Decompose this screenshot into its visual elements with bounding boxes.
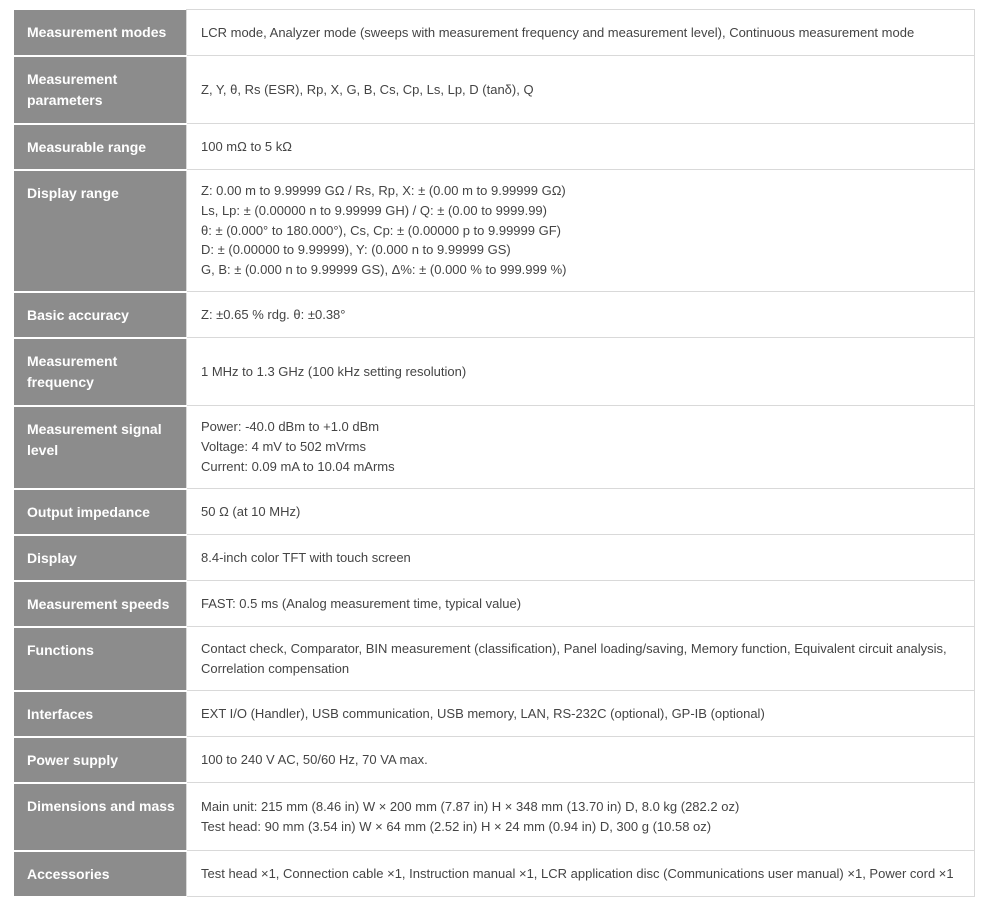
spec-label: Basic accuracy [15,292,187,338]
spec-value-line: EXT I/O (Handler), USB communication, USB memory, LAN, RS-232C (optional), GP-IB (optional) [201,705,765,721]
spec-label: Measurement modes [15,10,187,56]
spec-label: Measurement parameters [15,56,187,124]
spec-value-line: 8.4-inch color TFT with touch screen [201,549,411,565]
spec-value [187,627,975,691]
spec-row-measurable-range [15,124,975,170]
spec-label: Display range [15,170,187,292]
spec-value-line: D: ± (0.00000 to 9.99999), Y: (0.000 n to 9.99999 GS) [201,242,511,258]
spec-label: Interfaces [15,691,187,737]
spec-label: Measurement signal level [15,406,187,489]
spec-label: Power supply [15,737,187,783]
spec-row-power-supply [15,737,975,783]
spec-value-line: Z: 0.00 m to 9.99999 GΩ / Rs, Rp, X: ± (0.00 m to 9.99999 GΩ) [201,183,566,199]
spec-value-line: Contact check, Comparator, BIN measurement (classification), Panel loading/saving, Memory function, Equivalent circuit analysis, Correlation compensation [201,640,947,676]
spec-value-line: Z: ±0.65 % rdg. θ: ±0.38° [201,306,346,322]
spec-value [187,737,975,783]
spec-row-output-impedance [15,489,975,535]
spec-value [187,338,975,406]
spec-table [14,9,975,898]
spec-value [187,124,975,170]
spec-value [187,535,975,581]
spec-row-display-range [15,170,975,292]
spec-value [187,581,975,627]
spec-label: Display [15,535,187,581]
spec-row-interfaces [15,691,975,737]
spec-row-measurement-frequency [15,338,975,406]
spec-value-line: 100 mΩ to 5 kΩ [201,138,292,154]
spec-value [187,56,975,124]
spec-value-line: Power: -40.0 dBm to +1.0 dBm [201,419,380,435]
spec-label: Measurement speeds [15,581,187,627]
spec-value [187,10,975,56]
spec-value [187,170,975,292]
spec-value-line: 50 Ω (at 10 MHz) [201,503,301,519]
spec-label: Dimensions and mass [15,783,187,851]
spec-value-line: 1 MHz to 1.3 GHz (100 kHz setting resolution) [201,363,467,379]
spec-value [187,292,975,338]
spec-row-measurement-signal-level [15,406,975,489]
spec-row-measurement-modes [15,10,975,56]
spec-row-accessories [15,851,975,897]
spec-value-line: Ls, Lp: ± (0.00000 n to 9.99999 GH) / Q: ± (0.00 to 9999.99) [201,202,547,218]
spec-value-line: Z, Y, θ, Rs (ESR), Rp, X, G, B, Cs, Cp, Ls, Lp, D (tanδ), Q [201,81,534,97]
spec-value-line: G, B: ± (0.000 n to 9.99999 GS), Δ%: ± (0.000 % to 999.999 %) [201,262,567,278]
spec-row-basic-accuracy [15,292,975,338]
spec-value-line: LCR mode, Analyzer mode (sweeps with measurement frequency and measurement level), Continuous measurement mode [201,24,915,40]
spec-value-line: Test head ×1, Connection cable ×1, Instruction manual ×1, LCR application disc (Communications user manual) ×1, Power cord ×1 [201,865,954,881]
spec-value-line: Current: 0.09 mA to 10.04 mArms [201,458,395,474]
spec-label: Measurable range [15,124,187,170]
spec-value-line: Main unit: 215 mm (8.46 in) W × 200 mm (7.87 in) H × 348 mm (13.70 in) D, 8.0 kg (282.2 oz) [201,798,740,814]
spec-value-line: Test head: 90 mm (3.54 in) W × 64 mm (2.52 in) H × 24 mm (0.94 in) D, 300 g (10.58 oz) [201,818,712,834]
spec-label: Output impedance [15,489,187,535]
spec-value [187,691,975,737]
spec-label: Functions [15,627,187,691]
spec-value-line: FAST: 0.5 ms (Analog measurement time, typical value) [201,595,522,611]
spec-value-line: Voltage: 4 mV to 502 mVrms [201,439,366,455]
spec-value-line: 100 to 240 V AC, 50/60 Hz, 70 VA max. [201,751,428,767]
spec-value [187,489,975,535]
spec-row-measurement-parameters [15,56,975,124]
spec-row-dimensions-and-mass [15,783,975,851]
spec-value [187,783,975,851]
spec-row-functions [15,627,975,691]
spec-label: Measurement frequency [15,338,187,406]
spec-label: Accessories [15,851,187,897]
spec-row-measurement-speeds [15,581,975,627]
spec-value [187,406,975,489]
spec-value [187,851,975,897]
spec-row-display [15,535,975,581]
spec-value-line: θ: ± (0.000° to 180.000°), Cs, Cp: ± (0.00000 p to 9.99999 GF) [201,222,561,238]
